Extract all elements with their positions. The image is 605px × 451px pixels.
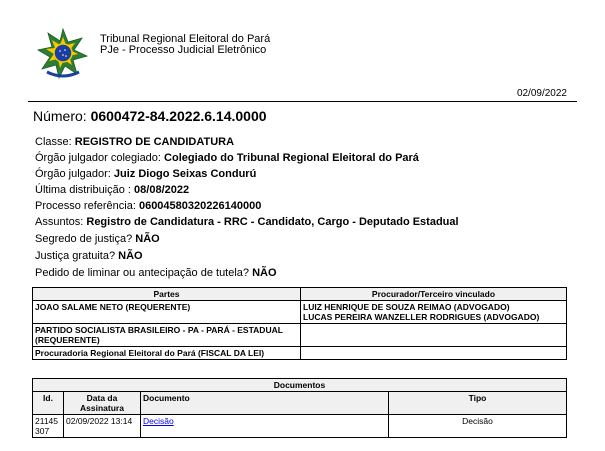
process-number: Número: 0600472-84.2022.6.14.0000 — [33, 108, 267, 124]
class-line: Classe: REGISTRO DE CANDIDATURA — [35, 136, 235, 148]
party-name: JOAO SALAME NETO (REQUERENTE) — [33, 301, 301, 324]
free-justice-line: Justiça gratuita? NÃO — [35, 250, 143, 262]
secrecy-line: Segredo de justiça? NÃO — [35, 233, 160, 245]
court-name: Tribunal Regional Eleitoral do Pará — [100, 33, 271, 45]
col-type: Tipo — [389, 392, 567, 415]
party-name: Procuradoria Regional Eleitoral do Pará (FISCAL DA LEI) — [33, 347, 301, 360]
attorney-header: Procurador/Terceiro vinculado — [301, 288, 567, 301]
doc-type: Decisão — [389, 415, 567, 438]
table-row — [33, 301, 567, 324]
doc-date: 02/09/2022 13:14 — [64, 415, 141, 438]
doc-link-cell — [141, 415, 389, 438]
coat-of-arms-icon — [37, 28, 89, 80]
judging-body-line: Órgão julgador: Juiz Diogo Seixas Condurú — [35, 168, 257, 180]
injunction-line: Pedido de liminar ou antecipação de tutela? NÃO — [35, 267, 277, 279]
subjects-line: Assuntos: Registro de Candidatura - RRC - Candidato, Cargo - Deputado Estadual — [35, 216, 459, 228]
table-row — [33, 415, 567, 438]
document-date: 02/09/2022 — [516, 88, 567, 99]
party-name: PARTIDO SOCIALISTA BRASILEIRO - PA - PARÁ - ESTADUAL (REQUERENTE) — [33, 324, 301, 347]
parties-table — [32, 287, 567, 360]
collegiate-body-line: Órgão julgador colegiado: Colegiado do Tribunal Regional Eleitoral do Pará — [35, 152, 419, 164]
attorney-cell: LUIZ HENRIQUE DE SOUZA REIMAO (ADVOGADO) LUCAS PEREIRA WANZELLER RODRIGUES (ADVOGADO) — [301, 301, 567, 324]
header-divider — [28, 101, 577, 102]
attorney-cell — [301, 324, 567, 347]
attorney-cell — [301, 347, 567, 360]
table-row — [33, 324, 567, 347]
parties-header: Partes — [33, 288, 301, 301]
documents-title: Documentos — [33, 379, 567, 392]
col-id: Id. — [33, 392, 64, 415]
system-name: PJe - Processo Judicial Eletrônico — [100, 44, 267, 56]
col-document: Documento — [141, 392, 389, 415]
doc-id: 21145 307 — [33, 415, 64, 438]
documents-table — [32, 378, 567, 438]
document-link[interactable]: Decisão — [143, 416, 174, 426]
table-row — [33, 347, 567, 360]
reference-process-line: Processo referência: 06004580320226140000 — [35, 200, 262, 212]
last-distribution-line: Última distribuição : 08/08/2022 — [35, 184, 190, 196]
col-date: Data da Assinatura — [64, 392, 141, 415]
